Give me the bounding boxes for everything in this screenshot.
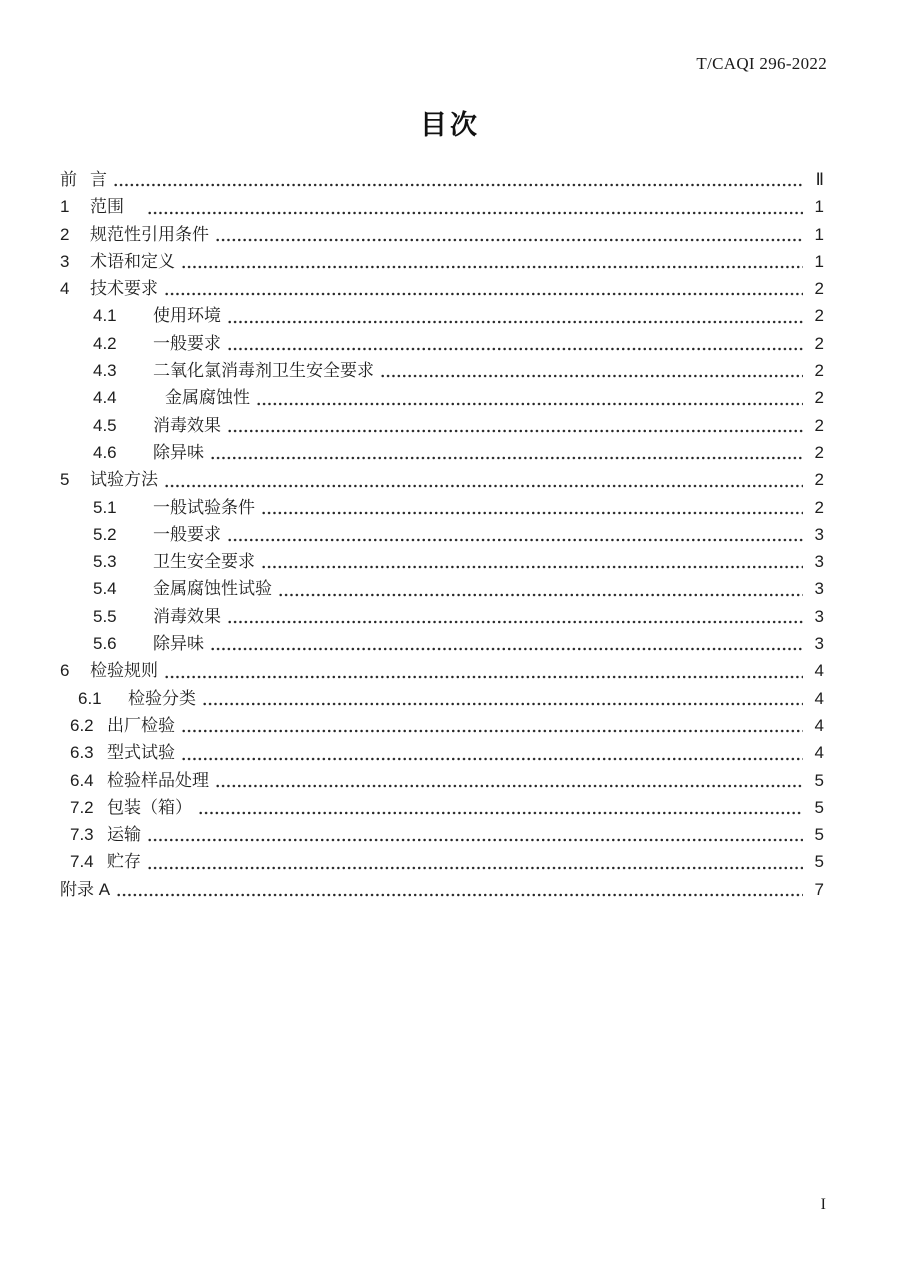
toc-entry-page: 2 <box>814 306 824 326</box>
toc-row <box>60 848 824 875</box>
dot-leader <box>278 575 803 602</box>
dot-leader <box>164 275 803 302</box>
dot-leader <box>181 248 803 275</box>
dot-leader <box>210 630 803 657</box>
toc-entry-title: 型式试验 <box>107 743 175 763</box>
dot-leader <box>147 848 803 875</box>
toc-entry-title: 二氧化氯消毒剂卫生安全要求 <box>153 361 374 381</box>
toc-entry-number: 4.4 <box>93 388 117 408</box>
dot-leader <box>256 384 803 411</box>
toc-entry-page: 2 <box>814 415 824 435</box>
dot-leader <box>164 657 803 684</box>
toc-entry-number: 6.1 <box>78 688 102 708</box>
toc-entry-title: 金属腐蚀性试验 <box>153 579 272 599</box>
toc-entry-page: 1 <box>814 251 824 271</box>
toc-entry-page: 2 <box>814 497 824 517</box>
toc-entry-number: 4.3 <box>93 361 117 381</box>
toc-row <box>60 221 824 248</box>
toc-entry-title: 除异味 <box>153 442 204 462</box>
toc-entry-number: 5 <box>60 470 70 490</box>
toc-entry-title: 检验分类 <box>128 688 196 708</box>
toc-row <box>60 685 824 712</box>
table-of-contents <box>60 166 824 903</box>
dot-leader <box>181 739 803 766</box>
toc-entry-number: 前 <box>60 170 77 189</box>
toc-entry-page: 5 <box>814 770 824 790</box>
toc-entry-title: 规范性引用条件 <box>90 224 209 244</box>
toc-entry-page: 3 <box>814 634 824 654</box>
toc-entry-page: 5 <box>814 797 824 817</box>
toc-entry-number: 5.2 <box>93 524 117 544</box>
toc-row <box>60 575 824 602</box>
toc-entry-number: 6.4 <box>70 770 94 790</box>
toc-entry-title: 术语和定义 <box>90 251 175 271</box>
toc-entry-page: 4 <box>814 661 824 681</box>
toc-entry-title: 消毒效果 <box>153 606 221 626</box>
toc-entry-number: 附录 A <box>60 879 111 899</box>
toc-entry-number: 5.4 <box>93 579 117 599</box>
toc-entry-number: 2 <box>60 224 70 244</box>
toc-entry-number: 7.2 <box>70 797 94 817</box>
document-header <box>696 54 827 74</box>
toc-entry-title: 出厂检验 <box>107 715 175 735</box>
toc-row <box>60 630 824 657</box>
toc-entry-page: 4 <box>814 715 824 735</box>
toc-entry-title: 卫生安全要求 <box>153 552 255 572</box>
toc-entry-number: 3 <box>60 251 70 271</box>
toc-row <box>60 439 824 466</box>
dot-leader <box>147 821 803 848</box>
dot-leader <box>198 794 803 821</box>
toc-entry-number: 6 <box>60 661 70 681</box>
toc-row <box>60 166 824 193</box>
dot-leader <box>181 712 803 739</box>
toc-row <box>60 357 824 384</box>
toc-entry-title: 除异味 <box>153 634 204 654</box>
toc-entry-number: 1 <box>60 197 70 217</box>
toc-entry-title: 贮存 <box>107 852 141 872</box>
toc-entry-page: 4 <box>814 688 824 708</box>
toc-entry-page: 1 <box>814 224 824 244</box>
toc-entry-number: 4 <box>60 279 70 299</box>
toc-row <box>60 248 824 275</box>
toc-entry-number: 5.6 <box>93 634 117 654</box>
dot-leader <box>227 603 803 630</box>
dot-leader <box>227 521 803 548</box>
toc-entry-page: 3 <box>814 524 824 544</box>
toc-entry-number: 6.3 <box>70 743 94 763</box>
toc-entry-title: 使用环境 <box>153 306 221 326</box>
toc-row <box>60 657 824 684</box>
toc-entry-number: 4.2 <box>93 333 117 353</box>
toc-row <box>60 767 824 794</box>
toc-entry-page: 7 <box>814 879 824 899</box>
toc-row <box>60 330 824 357</box>
toc-row <box>60 876 824 903</box>
standard-number: T/CAQI 296-2022 <box>696 54 827 73</box>
toc-entry-number: 4.6 <box>93 442 117 462</box>
document-footer <box>821 1196 826 1214</box>
dot-leader <box>215 767 803 794</box>
toc-entry-title: 运输 <box>107 825 141 845</box>
toc-entry-number: 5.1 <box>93 497 117 517</box>
toc-row <box>60 521 824 548</box>
dot-leader <box>113 166 803 193</box>
toc-entry-title: 试验方法 <box>90 470 158 490</box>
toc-entry-title: 技术要求 <box>90 279 158 299</box>
toc-entry-title: 言 <box>90 170 107 189</box>
toc-entry-title: 检验样品处理 <box>107 770 209 790</box>
toc-entry-number: 4.1 <box>93 306 117 326</box>
toc-row <box>60 794 824 821</box>
dot-leader <box>116 876 803 903</box>
toc-entry-page: 2 <box>814 361 824 381</box>
dot-leader <box>261 548 803 575</box>
toc-entry-page: 3 <box>814 552 824 572</box>
toc-entry-page: 4 <box>814 743 824 763</box>
dot-leader <box>227 412 803 439</box>
toc-entry-page: 2 <box>814 470 824 490</box>
dot-leader <box>227 330 803 357</box>
toc-row <box>60 466 824 493</box>
dot-leader <box>164 466 803 493</box>
page-title: 目次 <box>420 110 480 140</box>
toc-entry-page: 2 <box>814 279 824 299</box>
toc-row <box>60 548 824 575</box>
toc-row <box>60 384 824 411</box>
toc-entry-number: 4.5 <box>93 415 117 435</box>
toc-row <box>60 603 824 630</box>
toc-row <box>60 193 824 220</box>
toc-row <box>60 275 824 302</box>
toc-entry-page: 2 <box>814 333 824 353</box>
toc-entry-page: 5 <box>814 852 824 872</box>
toc-entry-number: 6.2 <box>70 715 94 735</box>
toc-entry-title: 金属腐蚀性 <box>165 388 250 408</box>
dot-leader <box>380 357 803 384</box>
toc-entry-page: 1 <box>814 197 824 217</box>
toc-entry-title: 一般试验条件 <box>153 497 255 517</box>
toc-row <box>60 712 824 739</box>
dot-leader <box>261 494 803 521</box>
toc-entry-title: 检验规则 <box>90 661 158 681</box>
dot-leader <box>147 193 803 220</box>
toc-entry-page: 3 <box>814 606 824 626</box>
toc-entry-page: 5 <box>814 825 824 845</box>
toc-row <box>60 302 824 329</box>
toc-row <box>60 494 824 521</box>
toc-entry-title: 一般要求 <box>153 333 221 353</box>
toc-entry-number: 5.3 <box>93 552 117 572</box>
toc-entry-title: 范围 <box>90 197 141 217</box>
toc-entry-title: 包装（箱） <box>107 797 192 817</box>
toc-entry-number: 7.4 <box>70 852 94 872</box>
toc-row <box>60 412 824 439</box>
dot-leader <box>210 439 803 466</box>
toc-row <box>60 821 824 848</box>
toc-entry-title: 消毒效果 <box>153 415 221 435</box>
toc-entry-page: 2 <box>814 442 824 462</box>
toc-entry-page: 2 <box>814 388 824 408</box>
toc-entry-page: 3 <box>814 579 824 599</box>
dot-leader <box>215 221 803 248</box>
toc-entry-page: Ⅱ <box>815 170 824 189</box>
toc-row <box>60 739 824 766</box>
toc-entry-number: 7.3 <box>70 825 94 845</box>
dot-leader <box>202 685 803 712</box>
toc-entry-number: 5.5 <box>93 606 117 626</box>
footer-page-number: I <box>820 1196 826 1213</box>
toc-entry-title: 一般要求 <box>153 524 221 544</box>
dot-leader <box>227 302 803 329</box>
